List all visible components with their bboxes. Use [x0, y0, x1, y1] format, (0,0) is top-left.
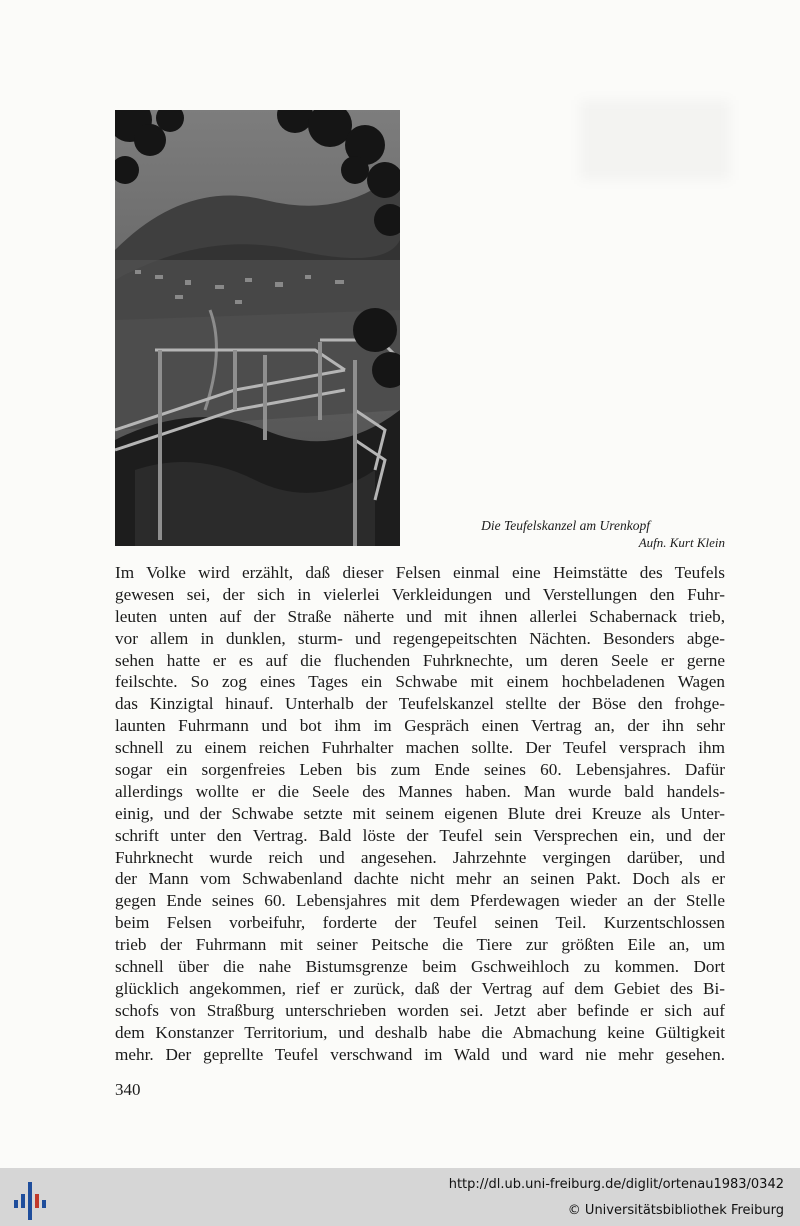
- article-body: [115, 562, 725, 1065]
- body-line: dem Konstanzer Territorium, und deshalb habe die Abmachung keine Gültigkeit: [115, 1022, 725, 1042]
- body-line: leuten unten auf der Straße näherte und mit ihnen allerlei Schabernack trieb,: [115, 606, 725, 626]
- body-line: launten Fuhrmann und bot ihm im Gespräch einen Vertrag an, der ihn sehr: [115, 716, 725, 736]
- body-line: schrift unter den Vertrag. Bald löste der Teufel sein Versprechen ein, und der: [115, 825, 725, 845]
- copyright-notice: © Universitätsbibliothek Freiburg: [567, 1203, 784, 1218]
- body-line: Im Volke wird erzählt, daß dieser Felsen einmal eine Heimstätte des Teufels: [115, 563, 725, 582]
- body-line: mehr. Der geprellte Teufel verschwand im Wald und ward nie mehr gesehen.: [115, 1044, 725, 1064]
- viewer-footer: [0, 1168, 800, 1226]
- show-through-shadow: [580, 100, 730, 180]
- body-line: glücklich angekommen, rief er zurück, daß der Vertrag auf dem Gebiet des Bi-: [115, 978, 725, 998]
- body-line: allerdings wollte er die Seele des Mannes haben. Man wurde bald handels-: [115, 781, 725, 801]
- photo-caption-title: Die Teufelskanzel am Urenkopf: [481, 518, 650, 533]
- photo-caption-credit: Aufn. Kurt Klein: [638, 535, 725, 550]
- landscape-photo-image: [115, 110, 400, 546]
- body-line: einig, und der Schwabe setzte mit seinem eigenen Blute drei Kreuze als Unter-: [115, 803, 725, 823]
- ub-freiburg-logo-icon[interactable]: [10, 1178, 50, 1222]
- body-line: sehen hatte er es auf die fluchenden Fuhrknechte, um deren Seele er gerne: [115, 650, 725, 670]
- page-number: 340: [115, 1080, 141, 1099]
- body-line: schofs von Straßburg unterschrieben worden sei. Jetzt aber befinde er sich auf: [115, 1000, 725, 1020]
- permalink-url[interactable]: http://dl.ub.uni-freiburg.de/diglit/ortenau1983/0342: [448, 1177, 784, 1192]
- body-line: schnell über die nahe Bistumsgrenze beim Gschweihloch zu kommen. Dort: [115, 957, 725, 977]
- body-line: sogar ein sorgenfreies Leben bis zum Ende seines 60. Lebensjahres. Dafür: [115, 760, 725, 780]
- body-line: der Mann vom Schwabenland dachte nicht mehr an seinen Pakt. Doch als er: [115, 869, 725, 889]
- body-line: beim Felsen vorbeifuhr, forderte der Teufel seinen Teil. Kurzentschlossen: [115, 913, 725, 933]
- body-line: schnell zu einem reichen Fuhrhalter machen sollte. Der Teufel versprach ihm: [115, 738, 725, 758]
- body-line: Fuhrknecht wurde reich und angesehen. Jahrzehnte vergingen darüber, und: [115, 847, 725, 867]
- body-line: das Kinzigtal hinauf. Unterhalb der Teufelskanzel stellte der Böse den frohge-: [115, 694, 725, 714]
- teufelskanzel-photo: [115, 110, 400, 546]
- body-line: trieb der Fuhrmann mit seiner Peitsche die Tiere zur größten Eile an, um: [115, 935, 725, 955]
- body-line: vor allem in dunklen, sturm- und regengepeitschten Nächten. Besonders abge-: [115, 628, 725, 648]
- body-line: feilschte. So zog eines Tages ein Schwabe mit einem hochbeladenen Wagen: [115, 672, 725, 692]
- body-line: gewesen sei, der sich in vielerlei Verkleidungen und Verstellungen den Fuhr-: [115, 584, 725, 604]
- body-line: gegen Ende seines 60. Lebensjahres mit dem Pferdewagen wieder an der Stelle: [115, 891, 725, 911]
